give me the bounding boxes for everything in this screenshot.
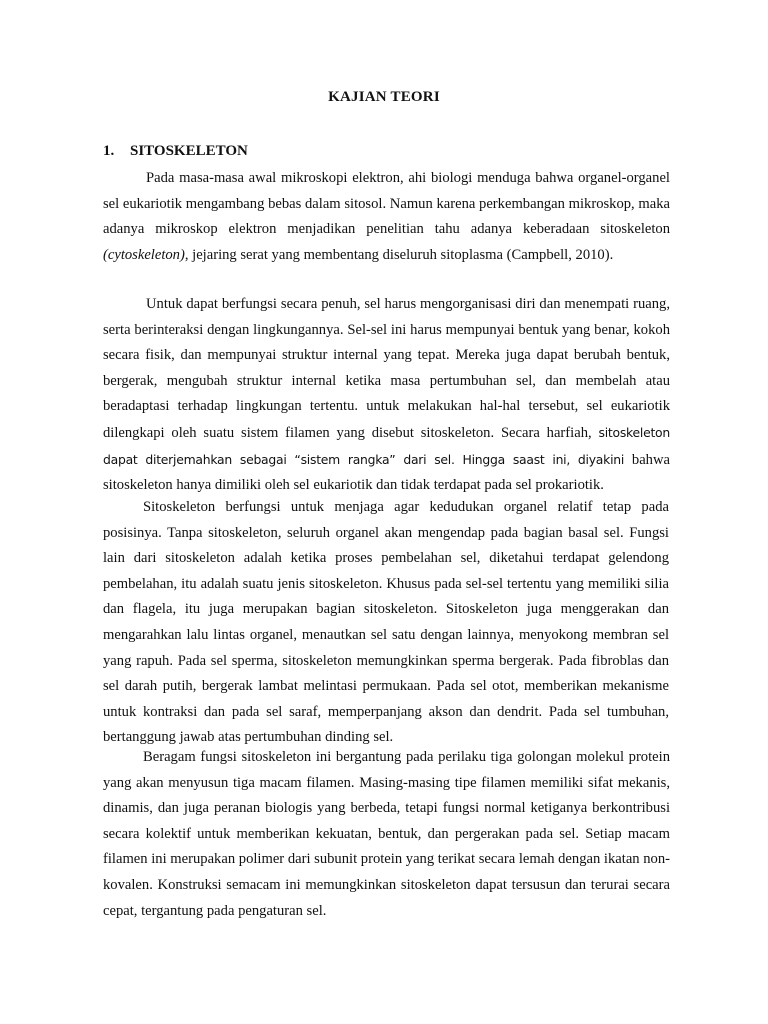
paragraph-2-text-tail: bahwa sitoskeleton hanya dimiliki oleh sel eukariotik dan tidak terdapat pada sel prokariotik. xyxy=(103,451,670,494)
paragraph-3-text: Sitoskeleton berfungsi untuk menjaga agar kedudukan organel relatif tetap pada posisinya. Tanpa sitoskeleton, seluruh organel akan mengendap pada bagian basal sel. Fungsi lain dari sitoskeleton adalah ketika proses pembelahan sel, diketahui terdapat gelendong pembelahan, itu adalah suatu jenis sitoskeleton. Khusus pada sel-sel tertentu yang memiliki silia dan flagela, itu juga merupakan bagian sitoskeleton. Sitoskeleton juga menggerakan dan mengarahkan lalu lintas organel, menautkan sel satu dengan lainnya, menyokong membran sel yang rapuh. Pada sel sperma, sitoskeleton memungkinkan sperma bergerak. Pada fibroblas dan sel darah putih, bergerak lambat melintasi permukaan. Pada sel otot, memberikan mekanisme untuk kontraksi dan pada sel saraf, memperpanjang akson dan dendrit. Pada sel tumbuhan, bertanggung jawab atas pertumbuhan dinding sel. xyxy=(103,499,669,746)
section-heading-text: SITOSKELETON xyxy=(130,143,248,159)
paragraph-4 xyxy=(103,745,670,924)
paragraph-2 xyxy=(103,292,670,499)
page-title: KAJIAN TEORI xyxy=(328,89,440,105)
section-number: 1. xyxy=(103,143,115,159)
paragraph-3 xyxy=(103,495,669,751)
paragraph-1-text-a: Pada masa-masa awal mikroskopi elektron, ahi biologi menduga bahwa organel-organel sel eukariotik mengambang bebas dalam sitosol. Namun karena perkembangan mikroskop, maka adanya mikroskop elektron menjadikan penelitian tahu adanya keberadaan sitoskeleton xyxy=(103,170,670,238)
paragraph-2-text-sans: sitoskeleton dapat diterjemahkan sebagai “sistem rangka” dari sel. Hingga saast ini, diyakini xyxy=(103,424,670,467)
paragraph-1 xyxy=(103,166,670,268)
paragraph-2-text-serif: Untuk dapat berfungsi secara penuh, sel harus mengorganisasi diri dan menempati ruang, serta berinteraksi dengan lingkungannya. Sel-sel ini harus mempunyai bentuk yang benar, kokoh secara fisik, dan mempunyai struktur internal yang tepat. Mereka juga dapat berubah bentuk, bergerak, mengubah struktur internal ketika masa pertumbuhan sel, dan membelah atau beradaptasi terhadap lingkungan tertentu. untuk melakukan hal-hal tersebut, sel eukariotik dilengkapi oleh suatu sistem filamen yang disebut sitoskeleton. Secara harfiah, xyxy=(103,296,670,441)
paragraph-4-text: Beragam fungsi sitoskeleton ini bergantung pada perilaku tiga golongan molekul protein yang akan menyusun tiga macam filamen. Masing-masing tipe filamen memiliki sifat mekanis, dinamis, dan juga peranan biologis yang berbeda, tetapi fungsi normal ketiganya berkontribusi secara kolektif untuk memberikan kekuatan, bentuk, dan pergerakan pada sel. Setiap macam filamen ini merupakan polimer dari subunit protein yang terikat secara lemah dengan ikatan non-kovalen. Konstruksi semacam ini memungkinkan sitoskeleton dapat tersusun dan terurai secara cepat, tergantung pada pengaturan sel. xyxy=(103,749,670,919)
section-heading xyxy=(103,143,248,160)
paragraph-1-italic-term: (cytoskeleton) xyxy=(103,246,185,263)
paragraph-1-text-b: , jejaring serat yang membentang diseluruh sitoplasma (Campbell, 2010). xyxy=(184,246,614,263)
